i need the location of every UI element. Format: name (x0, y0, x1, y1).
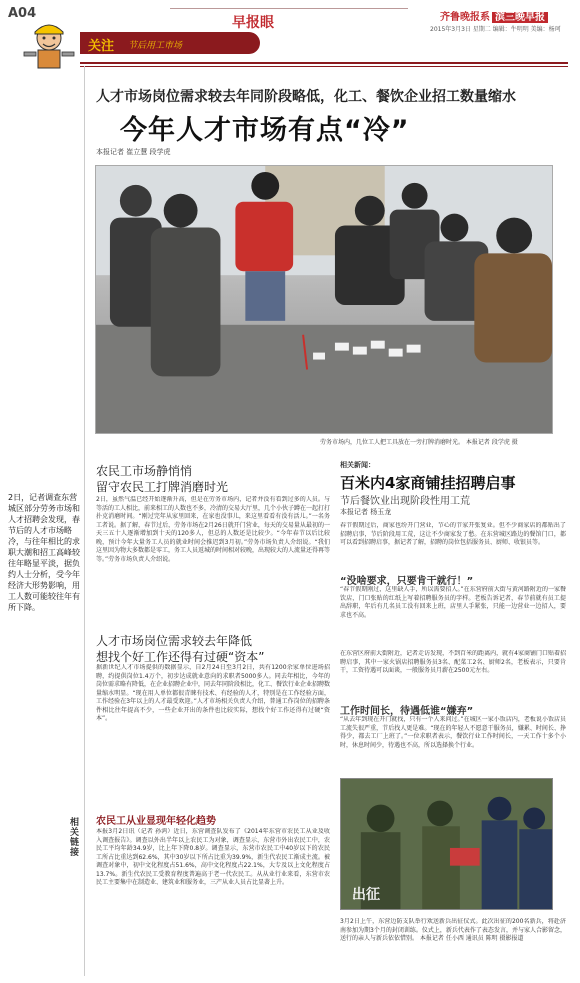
top-rule-thin (80, 66, 568, 67)
photo-caption: 劳务市场内，几位工人把工具放在一旁打牌消磨时光。 本报记者 段学虎 摄 (320, 439, 518, 446)
section-subtitle: 节后用工市场 (128, 41, 183, 51)
related-body-1: “春节假期刚过，这里缺人手，所以需要招人。”在东营府前大街与黄河路附近的一家餐饮店，门口张贴的红纸上写着招聘服务员的字样。老板告诉记者，春节前就有员工提出辞职，年后有几名员工没有回来上班，店里人手紧张，只能一边营业一边招人，要求也不高。 (340, 586, 566, 619)
main-photo (95, 165, 553, 434)
page-number: A04 (8, 6, 37, 21)
section1-heading-a: 农民工市场静悄悄 (96, 464, 193, 478)
logo-suffix: 系 (480, 12, 490, 23)
related-subhead: 节后餐饮业出现阶段性用工荒 (340, 496, 470, 507)
article-subtitle: 人才市场岗位需求较去年同阶段略低，化工、餐饮企业招工数量缩水 (96, 89, 516, 105)
related-byline: 本报记者 杨玉龙 (340, 508, 392, 516)
section3-body: 本报3月2日讯（记者 孙鸿）近日，东营调查队发布了《2014年东营市农民工从业及收入调查报告》。调查以外出半年以上农民工为对象，调查显示，东营市外出农民工中，农民工平均年龄34.9岁，比上年下降0.8岁。调查显示，东营市农民工中40岁以下的农民工所占比重达到62.6%，其中30岁以下所占比重为39.9%，新生代农民工渐成主流。被调查对象中，初中文化程度占51.6%，高中文化程度占22.1%，大专及以上文化程度占13.7%。新生代农民工受教育程度普遍高于老一代农民工。从从业行业来看，东营市农民工主要集中在制造业、建筑业和服务业，三产从业人员占比显著上升。 (96, 828, 330, 886)
article-byline: 本报记者 崔立慧 段学虎 (96, 148, 171, 156)
related-link-label[interactable]: 相关链接 (70, 818, 80, 858)
section1-heading-b: 留守农民工打牌消磨时光 (96, 480, 229, 494)
logo-name: 齐鲁晚报 (440, 12, 480, 23)
section2-heading-a: 人才市场岗位需求较去年降低 (96, 634, 253, 648)
related-headline: 百米内4家商铺挂招聘启事 (340, 474, 516, 492)
photo-label: 出征 (352, 887, 380, 903)
cartoon-worker-icon (20, 20, 78, 70)
section2-heading-b: 想找个好工作还得有过硬“资本” (96, 650, 265, 664)
related-body-3: “从去年到现在开门就找，只有一个人来问过。”在城区一家小饭店内，老板说小饭店员工流失很严重，节后找人更是难。“现在的年轻人不愿意干服务员，嫌累、时间长、挣得少，都去工厂上班了。”一位求职者表示，餐饮行业工作时间长，一天工作十多个小时，休息时间少，待遇也不高，所以选择换个行业。 (340, 716, 566, 749)
section2-body: 据新世纪人才市场提供的数据显示，自2月24日至3月2日，共有1200余家单位进场招聘，约提供岗位1.4万个，初步达成就业意向的求职者5000多人。同去年相比，今年的岗位需求略有降低，在企业招聘企业中，同去年同阶段相比，化工、餐饮行业企业招聘数量缩水明显。“现在用人单位都很青睐有技术、有经验的人才，特别是在工作经验方面，工作经验在3年以上的人才最受欢迎。”人才市场相关负责人介绍，普通工作岗位的招聘条件相比往年提高不少，一些企业开出的条件也比较实际，想找个好工作还得有过硬“资本”。 (96, 664, 330, 722)
card-game-scene (96, 166, 552, 433)
section1-body: 2日，虽然气温已经开始逐渐升高，但是在劳务市场内，记者并没有看到过多的人员。与等活的工人相比，前来相工的人数也不多，冷清的交易大厅里，几个小伙子蹲在一起打打扑克消磨时间。“刚过完年从家里回来，在家也没事儿，来这里看看有没有活儿。”一名务工者说。据了解，春节过后，劳务市场在2月26日就开门营业，每天的交易量从最初的一天三五十人逐渐增加到十天的120多人，但总的人数还是比较少。“今年春节以后比较晚，预计今年大量务工人员的就业时间会推迟到3月初。”劳务市场负责人介绍说。“我们这里因为物大多数都是零工，务工人员返城的时间相对较晚，出现较大的人流量还得再等等。”劳务市场负责人介绍说。 (96, 496, 330, 563)
article-headline: 今年人才市场有点“冷” (120, 115, 410, 146)
section-title: 关注 (88, 39, 115, 54)
related-body-2: 在东营区府前大街附近，记者走访发现，不到百米的距离内，就有4家商铺门口贴着招聘启事，其中一家火锅店招聘服务员3名、配菜工2名、厨师2名，老板表示，只要肯干，工资待遇可以面谈，一般服务员月薪在2500元左右。 (340, 650, 566, 674)
logo-box: 滨三晚早报 (492, 12, 548, 23)
related-subheading-2: 工作时间长，待遇低谁“嫌弃” (340, 706, 474, 717)
edition-title: 早报眼 (232, 15, 274, 31)
related-subheading-1: “没啥要求，只要肯干就行！” (340, 576, 474, 587)
header-rule (170, 8, 408, 24)
sidebar-brief: 2日，记者调查东营城区部分劳务市场和人才招聘会发现，春节后的人才市场略冷，与往年相比的求职大潮和招工高峰较往年略显平淡，据负约人士分析，受今年经济大形势影响，用工人数可能较往年有所下降。 (8, 493, 80, 612)
top-rule (80, 62, 568, 64)
dateline: 2015年3月3日 星期二 编辑：牛明明 美编：杨珂 (430, 26, 561, 33)
column-divider (84, 66, 85, 976)
soldiers-photo-caption: 3月2日上午，东营边防支队举行欢送新兵出征仪式。此次出征的200名新兵，将赴济南参加为期3个月的封闭训练。仪式上，新兵代表作了表态发言，并与家人合影留念，送行的亲人与新兵依依惜别。 本报记者 任小西 通讯员 陈明 摄影报道 (340, 918, 566, 942)
newspaper-logo (440, 8, 548, 23)
section3-heading: 农民工从业显现年轻化趋势 (96, 816, 216, 827)
related-intro: 春节假期过后，商家也纷开门营业，节心的节家开张复业。但不少商家店的都贴出了招聘启事，节后阶段用工荒，这让不少商家发了愁。在东营城区路边的餐馆门口，都可以看到招聘启事，据记者了解，招聘的岗位包括服务员、厨师、收银员等。 (340, 522, 566, 546)
related-news-tag: 相关新闻： (340, 461, 375, 469)
